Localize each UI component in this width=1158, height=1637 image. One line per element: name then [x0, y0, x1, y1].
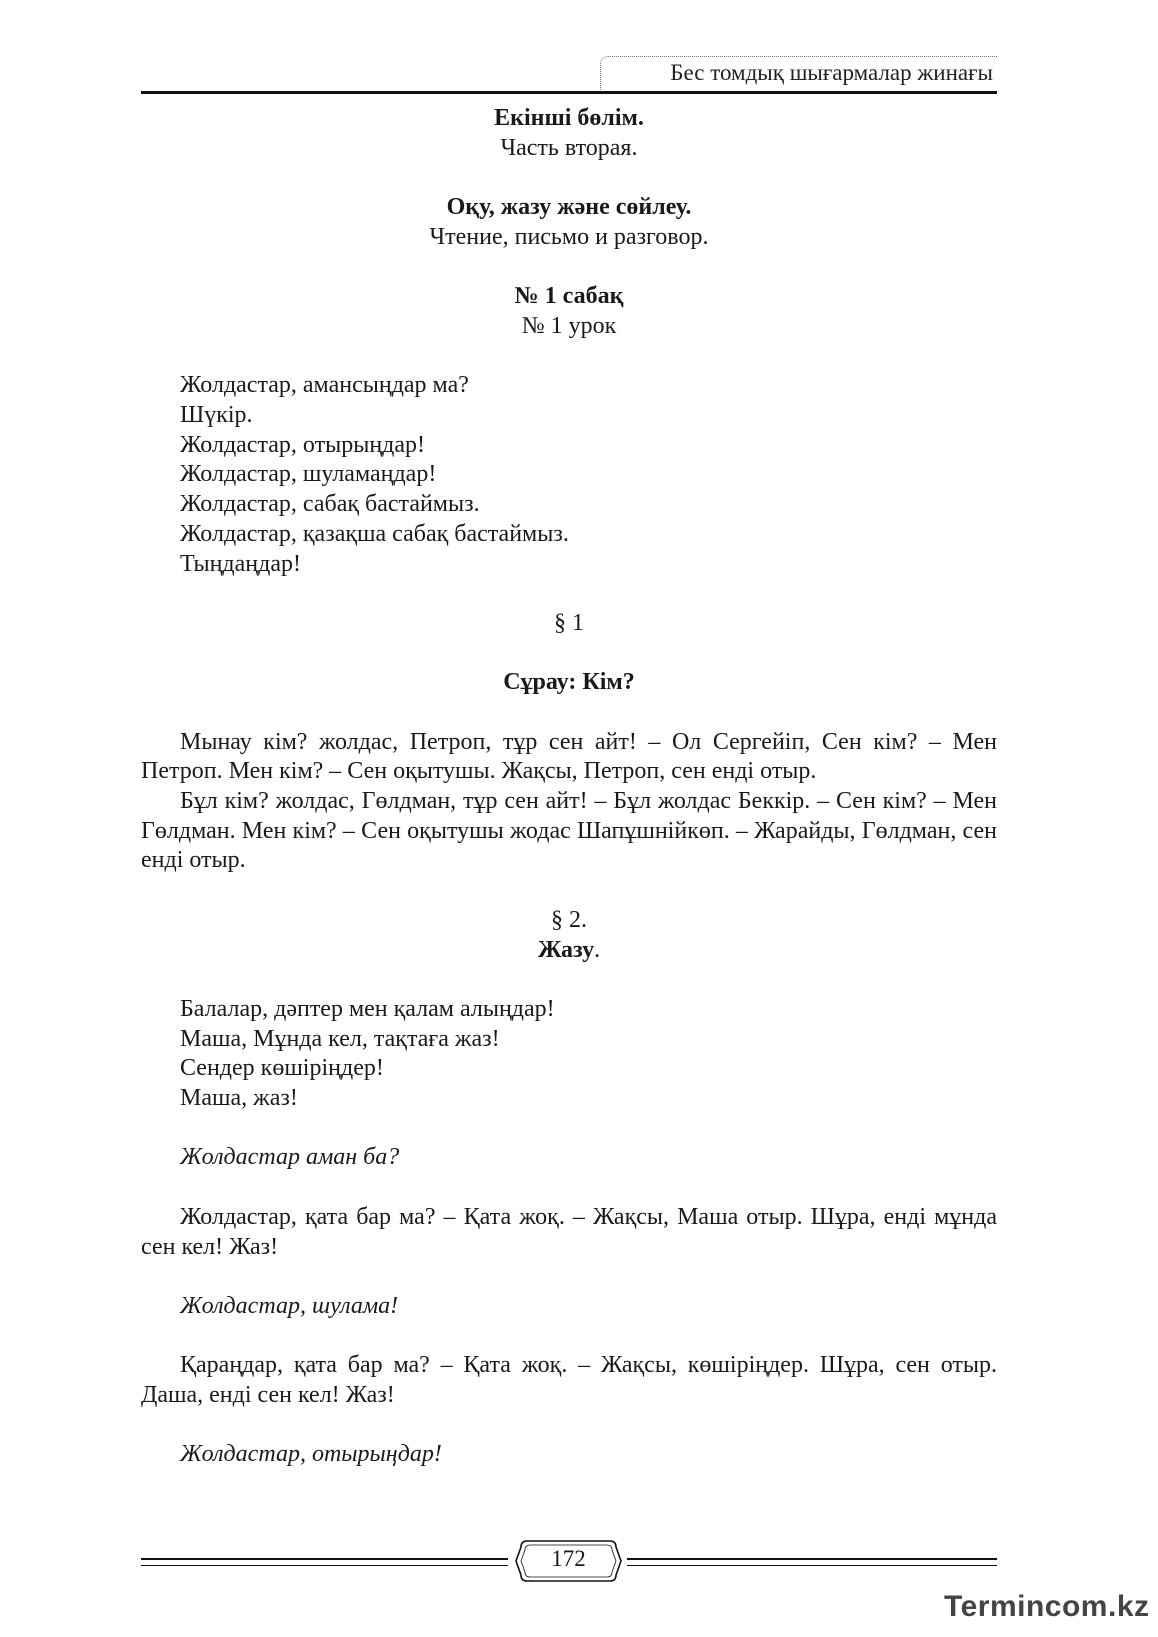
spacer [141, 698, 997, 728]
writing-line: Маша, Мұнда кел, тақтаға жаз! [180, 1025, 500, 1052]
italic-line: Жолдастар, отырыңдар! [180, 1441, 442, 1468]
spacer [141, 1322, 997, 1352]
part-title-ru: Часть вторая. [500, 134, 638, 161]
part-title-kz: Екінші бөлім. [494, 105, 644, 131]
spacer [141, 253, 997, 283]
spacer [141, 579, 997, 609]
watermark [944, 1590, 1150, 1630]
watermark-text: Termincom.kz [944, 1590, 1150, 1623]
paragraph-title-2 [141, 936, 997, 966]
page-number: 172 [551, 1546, 586, 1571]
paragraph-title-2-text: Жазу [537, 936, 595, 963]
greeting-line: Жолдастар, амансыңдар ма? [180, 372, 469, 399]
page-body [141, 104, 997, 1470]
section-title-kz: Оқу, жазу және сөйлеу. [446, 194, 692, 221]
italic-line: Жолдастар аман ба? [180, 1144, 400, 1171]
paragraph-mark-2: § 2. [551, 906, 587, 933]
greeting-line: Жолдастар, қазақша сабақ бастаймыз. [180, 520, 569, 547]
page-number-frame [513, 1538, 624, 1584]
spacer [141, 163, 997, 193]
writing-line: Сендер көшіріңдер! [180, 1055, 384, 1082]
greeting-line: Жолдастар, сабақ бастаймыз. [180, 491, 480, 518]
spacer [141, 342, 997, 372]
writing-line: Маша, жаз! [180, 1085, 298, 1112]
writing-line: Балалар, дәптер мен қалам алыңдар! [180, 995, 555, 1022]
section-title-ru: Чтение, письмо и разговор. [429, 223, 709, 250]
greeting-line: Жолдастар, отырыңдар! [180, 431, 426, 458]
footer-rule-right [627, 1558, 997, 1566]
dialogue-paragraph: Қараңдар, қата бар ма? – Қата жоқ. – Жақсы, көшіріңдер. Шұра, сен отыр. Даша, енді сен кел! Жаз! [141, 1352, 997, 1409]
dialogue-paragraph: Жолдастар, қата бар ма? – Қата жоқ. – Жақсы, Маша отыр. Шұра, енді мұнда сен кел! Жаз! [141, 1203, 997, 1260]
paragraph-title-1: Сұрау: Кім? [503, 669, 635, 696]
running-header [141, 54, 997, 94]
page-footer [141, 1538, 997, 1584]
lesson-title-ru: № 1 урок [521, 312, 617, 339]
spacer [141, 1411, 997, 1441]
greeting-line: Шүкір. [180, 401, 253, 428]
footer-rule-left [141, 1558, 508, 1566]
paragraph-title-2-dot: . [594, 936, 601, 963]
greeting-line: Тыңдаңдар! [180, 550, 301, 577]
header-rule [141, 91, 997, 94]
greeting-line: Жолдастар, шуламаңдар! [180, 461, 437, 488]
spacer [141, 1173, 997, 1203]
dialogue-paragraph: Бұл кім? жолдас, Гөлдман, тұр сен айт! – Бұл жолдас Беккір. – Сен кім? – Мен Гөлдман. Мен кім? – Сен оқытушы жодас Шапұшнійкөп. – Жарайды, Гөлдман, сен енді отыр. [141, 788, 997, 874]
dialogue-paragraph: Мынау кім? жолдас, Петроп, тұр сен айт! – Ол Сергейіп, Сен кім? – Мен Петроп. Мен кім? – Сен оқытушы. Жақсы, Петроп, сен енді отыр. [141, 728, 997, 785]
spacer [141, 1114, 997, 1144]
paragraph-mark-1: § 1 [554, 609, 584, 636]
spacer [141, 639, 997, 669]
italic-line: Жолдастар, шулама! [180, 1292, 399, 1319]
spacer [141, 965, 997, 995]
spacer [141, 876, 997, 906]
running-header-title: Бес томдық шығармалар жинағы [670, 60, 993, 85]
lesson-title-kz: № 1 сабақ [514, 283, 624, 310]
spacer [141, 1262, 997, 1292]
